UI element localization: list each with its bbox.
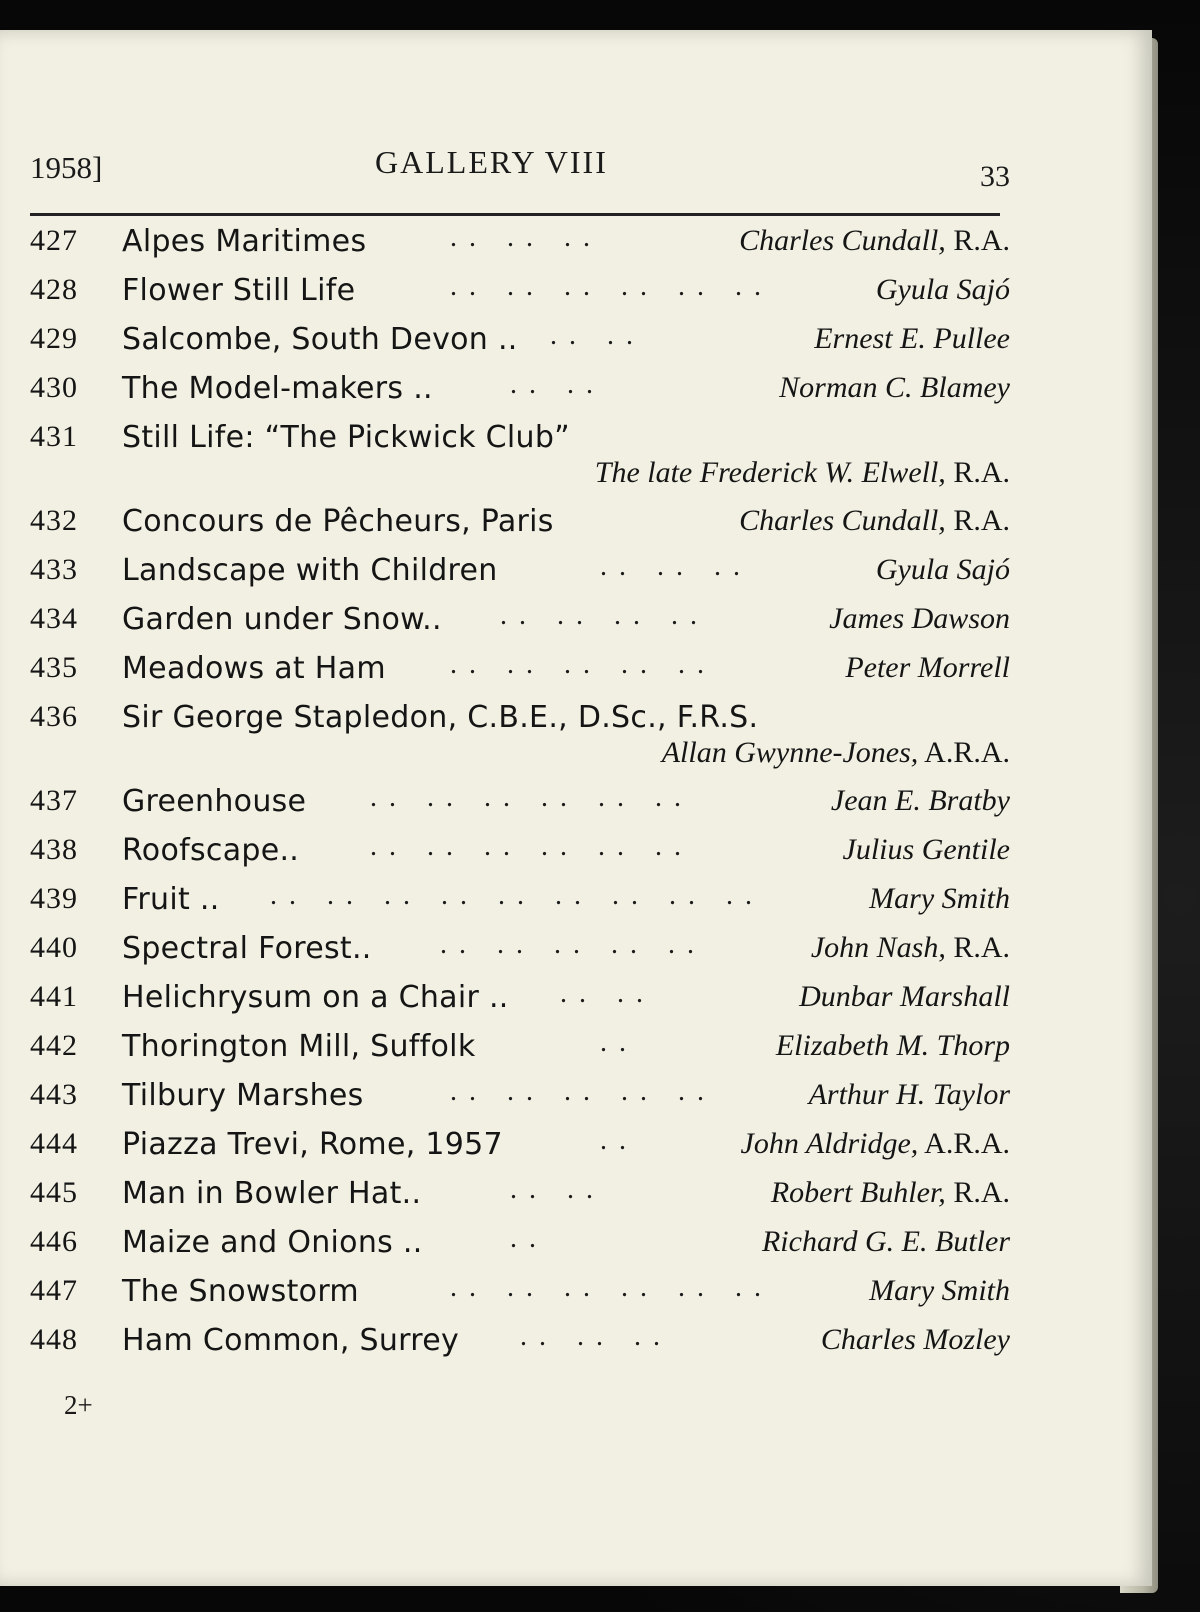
leader-dots: .. .. (560, 978, 655, 1009)
catalogue-entry (30, 1027, 1010, 1076)
catalogue-entry (30, 1223, 1010, 1272)
entry-artist (776, 1029, 1010, 1063)
entry-number: 431 (30, 420, 78, 453)
entry-artist (845, 651, 1010, 685)
entry-title: Spectral Forest.. (122, 931, 372, 966)
catalogue-entry (30, 831, 1010, 880)
entry-artist (821, 1323, 1010, 1357)
artist-honours: A.R.A. (918, 1127, 1010, 1160)
catalogue-entry (30, 1076, 1010, 1125)
artist-name: Peter Morrell (845, 651, 1010, 684)
catalogue-entry (30, 551, 1010, 600)
entry-artist (869, 882, 1010, 916)
artist-honours: R.A. (945, 931, 1010, 964)
artist-name: John Aldridge, (740, 1127, 919, 1160)
catalogue-entry (30, 600, 1010, 649)
artist-honours: R.A. (945, 456, 1010, 489)
artist-name: Arthur H. Taylor (808, 1078, 1010, 1111)
leader-dots: .. .. .. .. (500, 600, 709, 631)
artist-name: Mary Smith (869, 882, 1010, 915)
catalogue-entry (30, 698, 1010, 782)
entry-artist (739, 224, 1010, 258)
entry-number: 433 (30, 553, 78, 586)
entry-artist (876, 273, 1010, 307)
catalogue-entry (30, 222, 1010, 271)
running-header (30, 120, 1010, 193)
artist-name: Richard G. E. Butler (761, 1225, 1010, 1258)
entry-number: 435 (30, 651, 78, 684)
leader-dots: .. .. .. .. .. .. (370, 782, 693, 813)
leader-dots: .. .. .. (450, 222, 602, 253)
artist-name: Elizabeth M. Thorp (775, 1029, 1010, 1062)
leader-dots: .. .. (550, 320, 645, 351)
entry-title: Greenhouse (122, 784, 307, 819)
entry-artist (829, 602, 1010, 636)
artist-name: Charles Mozley (820, 1323, 1010, 1356)
signature-mark: 2+ (64, 1390, 93, 1420)
catalogue-entry (30, 418, 1010, 502)
entry-title: Still Life: “The Pickwick Club” (122, 420, 571, 455)
leader-dots: .. .. .. .. .. .. (450, 1272, 773, 1303)
artist-name: Julius Gentile (842, 833, 1010, 866)
artist-honours: A.R.A. (918, 736, 1010, 769)
entry-number: 439 (30, 882, 78, 915)
entry-title: Thorington Mill, Suffolk (122, 1029, 476, 1064)
entry-artist (662, 736, 1010, 770)
entry-artist (739, 504, 1010, 538)
leader-dots: .. .. .. (600, 551, 752, 582)
leader-dots: .. .. (510, 369, 605, 400)
entry-title: Roofscape.. (122, 833, 300, 868)
entry-number: 427 (30, 224, 78, 257)
entry-number: 442 (30, 1029, 78, 1062)
entry-number: 443 (30, 1078, 78, 1111)
entry-number: 445 (30, 1176, 78, 1209)
entry-title: The Snowstorm (122, 1274, 359, 1309)
catalogue-entry (30, 1272, 1010, 1321)
artist-name: Allan Gwynne-Jones, (661, 736, 919, 769)
entry-artist (843, 833, 1010, 867)
entry-number: 446 (30, 1225, 78, 1258)
entry-title: Maize and Onions .. (122, 1225, 423, 1260)
artist-name: Jean E. Bratby (830, 784, 1010, 817)
entry-artist (811, 931, 1010, 965)
entry-title: Garden under Snow.. (122, 602, 442, 637)
entry-title: Ham Common, Surrey (122, 1323, 460, 1358)
catalogue-entry (30, 880, 1010, 929)
entry-title: Salcombe, South Devon .. (122, 322, 518, 357)
artist-name: Ernest E. Pullee (814, 322, 1010, 355)
catalogue-entry (30, 978, 1010, 1027)
artist-name: Norman C. Blamey (779, 371, 1010, 404)
artist-honours: R.A. (945, 224, 1010, 257)
entry-number: 430 (30, 371, 78, 404)
entry-number: 432 (30, 504, 78, 537)
artist-name: James Dawson (829, 602, 1010, 635)
entry-number: 434 (30, 602, 78, 635)
entry-title: Flower Still Life (122, 273, 356, 308)
page-number: 33 (980, 160, 1010, 193)
header-gallery-title: GALLERY VIII (375, 144, 608, 180)
entry-title: Alpes Maritimes (122, 224, 367, 259)
header-rule (30, 213, 1000, 216)
entry-artist (762, 1225, 1010, 1259)
catalogue-entry (30, 649, 1010, 698)
leader-dots: .. .. .. (520, 1321, 672, 1352)
leader-dots: .. .. .. .. .. (450, 1076, 716, 1107)
entry-number: 438 (30, 833, 78, 866)
catalogue-entry (30, 502, 1010, 551)
entry-artist (741, 1127, 1010, 1161)
catalogue-entry (30, 782, 1010, 831)
leader-dots: .. .. .. .. .. (450, 649, 716, 680)
catalogue-entry (30, 1125, 1010, 1174)
catalogue-entry (30, 320, 1010, 369)
leader-dots: .. (600, 1125, 638, 1156)
entry-title: Helichrysum on a Chair .. (122, 980, 509, 1015)
entry-artist (869, 1274, 1010, 1308)
entry-artist (814, 322, 1010, 356)
artist-name: Dunbar Marshall (799, 980, 1010, 1013)
artist-name: John Nash, (810, 931, 946, 964)
entry-title: Man in Bowler Hat.. (122, 1176, 422, 1211)
entry-title: Tilbury Marshes (122, 1078, 364, 1113)
entry-artist (831, 784, 1010, 818)
leader-dots: .. .. .. .. .. .. (370, 831, 693, 862)
entry-title: The Model-makers .. (122, 371, 433, 406)
leader-dots: .. (510, 1223, 548, 1254)
entry-number: 441 (30, 980, 78, 1013)
entry-number: 444 (30, 1127, 78, 1160)
artist-name: Charles Cundall, (739, 504, 946, 537)
catalogue-entry (30, 271, 1010, 320)
artist-honours: R.A. (945, 1176, 1010, 1209)
header-year: 1958] (30, 150, 103, 185)
catalogue-entry (30, 369, 1010, 418)
entry-number: 447 (30, 1274, 78, 1307)
catalogue-entry (30, 1174, 1010, 1223)
leader-dots: .. .. .. .. .. (440, 929, 706, 960)
artist-name: Mary Smith (869, 1274, 1010, 1307)
catalogue-entry (30, 1321, 1010, 1370)
catalogue-entry (30, 929, 1010, 978)
artist-name: Robert Buhler, (770, 1176, 946, 1209)
artist-name: Gyula Sajó (875, 273, 1010, 306)
entry-title: Fruit .. (122, 882, 220, 917)
entry-artist (799, 980, 1010, 1014)
entry-artist (779, 371, 1010, 405)
entry-artist (771, 1176, 1010, 1210)
artist-name: Charles Cundall, (739, 224, 946, 257)
entry-number: 437 (30, 784, 78, 817)
entry-title: Piazza Trevi, Rome, 1957 (122, 1127, 503, 1162)
leader-dots: .. (600, 1027, 638, 1058)
leader-dots: .. .. .. .. .. .. .. .. .. (270, 880, 764, 911)
leader-dots: .. .. (510, 1174, 605, 1205)
entry-title: Concours de Pêcheurs, Paris (122, 504, 554, 539)
entry-title: Landscape with Children (122, 553, 498, 588)
artist-name: Gyula Sajó (875, 553, 1010, 586)
entry-artist (809, 1078, 1010, 1112)
entry-title: Sir George Stapledon, C.B.E., D.Sc., F.R.S. (122, 700, 759, 735)
entry-artist (876, 553, 1010, 587)
entry-number: 429 (30, 322, 78, 355)
entry-number: 436 (30, 700, 78, 733)
entry-list (30, 222, 1010, 1370)
artist-honours: R.A. (945, 504, 1010, 537)
entry-title: Meadows at Ham (122, 651, 386, 686)
entry-number: 440 (30, 931, 78, 964)
entry-number: 428 (30, 273, 78, 306)
artist-name: The late Frederick W. Elwell, (594, 456, 946, 489)
entry-artist (595, 456, 1010, 490)
leader-dots: .. .. .. .. .. .. (450, 271, 773, 302)
entry-number: 448 (30, 1323, 78, 1356)
